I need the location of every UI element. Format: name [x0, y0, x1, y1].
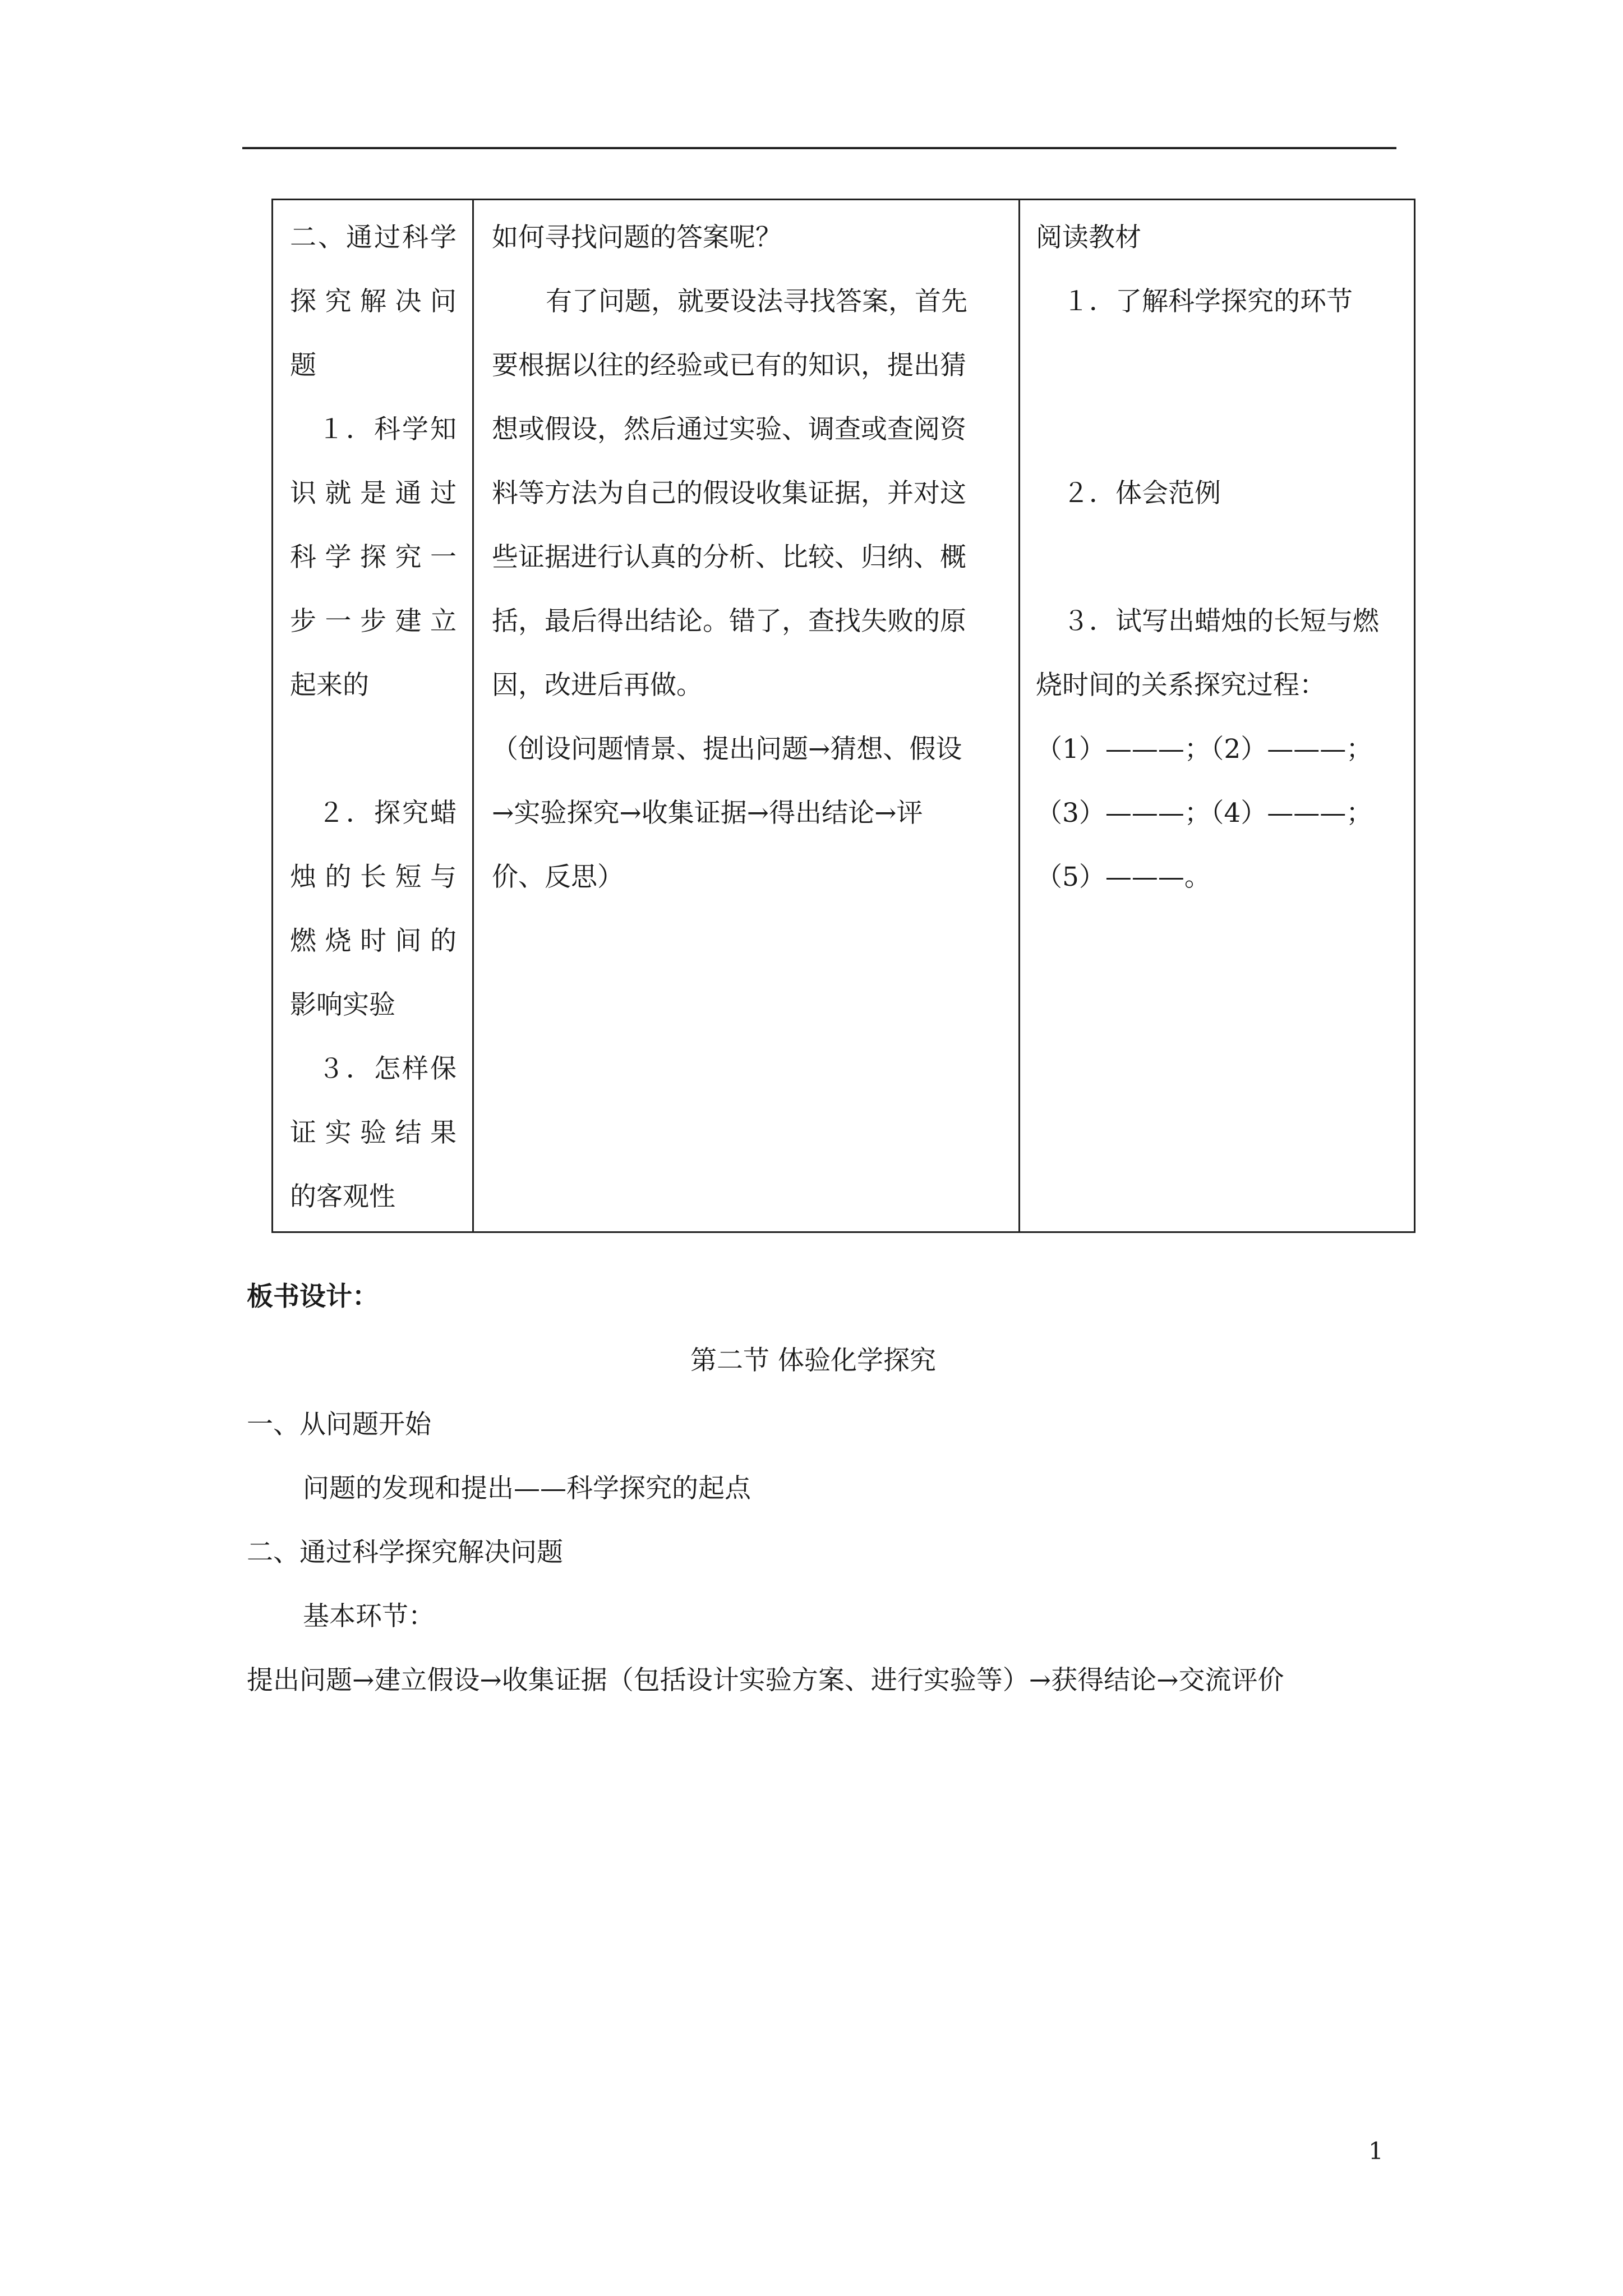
teaching-line: 些证据进行认真的分析、比较、归纳、概	[492, 542, 966, 573]
header-rule	[242, 147, 1396, 149]
activity-gap	[1036, 398, 1404, 462]
topic-line: 识就是通过	[290, 478, 457, 509]
activity-line: ３．试写出蜡烛的长短与燃	[1063, 606, 1379, 637]
board-section-1-detail: 问题的发现和提出——科学探究的起点	[303, 1473, 751, 1504]
teaching-line: 如何寻找问题的答案呢？	[492, 222, 782, 253]
teaching-line: 要根据以往的经验或已有的知识，提出猜	[492, 350, 966, 381]
student-activity-cell	[1020, 200, 1415, 909]
activity-line: １．了解科学探究的环节	[1063, 286, 1353, 317]
topic-line: 科学探究一	[290, 542, 457, 573]
teaching-line: （创设问题情景、提出问题→猜想、假设	[492, 734, 962, 765]
topic-line: 步一步建立	[290, 606, 457, 637]
activity-gap	[1036, 334, 1404, 398]
activity-line: ２．体会范例	[1063, 478, 1221, 509]
table-column-topics	[273, 200, 474, 1231]
teaching-line: 括，最后得出结论。错了，查找失败的原	[492, 606, 966, 637]
topic-line: 的客观性	[290, 1181, 395, 1212]
teaching-line: 因，改进后再做。	[492, 670, 703, 701]
activity-line: （3）———；（4）———；	[1036, 798, 1373, 829]
activity-gap	[1036, 526, 1404, 590]
topic-line: ３．怎样保	[290, 1053, 457, 1084]
board-section-2-flow: 提出问题→建立假设→收集证据（包括设计实验方案、进行实验等）→获得结论→交流评价	[247, 1665, 1284, 1696]
topic-line: 烛的长短与	[290, 862, 457, 892]
teaching-line: →实验探究→收集证据→得出结论→评	[492, 798, 923, 829]
topics-cell	[273, 200, 472, 1229]
topic-line: ２．探究蜡	[290, 798, 457, 829]
topic-gap	[290, 717, 457, 781]
teaching-line: 料等方法为自己的假设收集证据，并对这	[492, 478, 966, 509]
teaching-line: 有了问题，就要设法寻找答案，首先	[546, 286, 967, 317]
board-section-1: 一、从问题开始	[247, 1409, 431, 1440]
board-section-2-label: 基本环节：	[303, 1601, 435, 1632]
table-column-student-activity	[1020, 200, 1415, 1231]
board-heading: 板书设计：	[247, 1281, 379, 1312]
activity-line: 烧时间的关系探究过程：	[1036, 670, 1326, 701]
page-number: 1	[1368, 2137, 1384, 2165]
board-design	[247, 1265, 1402, 1713]
activity-line: （5）———。	[1036, 862, 1211, 892]
lesson-table	[271, 199, 1415, 1233]
board-section-2: 二、通过科学探究解决问题	[247, 1537, 563, 1568]
topic-line: １．科学知	[290, 414, 457, 445]
topic-line: 影响实验	[290, 990, 395, 1020]
teaching-cell	[474, 200, 1018, 909]
topic-line: 燃烧时间的	[290, 926, 457, 956]
topic-line: 证实验结果	[290, 1117, 457, 1148]
topic-line: 题	[290, 350, 316, 381]
teaching-line: 想或假设，然后通过实验、调查或查阅资	[492, 414, 966, 445]
board-title: 第二节 体验化学探究	[690, 1345, 936, 1376]
table-column-teaching	[474, 200, 1020, 1231]
topic-line: 二、通过科学	[290, 222, 457, 253]
teaching-line: 价、反思）	[492, 862, 624, 892]
topic-line: 起来的	[290, 670, 369, 701]
topic-line: 探究解决问	[290, 286, 457, 317]
activity-line: （1）———；（2）———；	[1036, 734, 1373, 765]
activity-line: 阅读教材	[1036, 222, 1141, 253]
